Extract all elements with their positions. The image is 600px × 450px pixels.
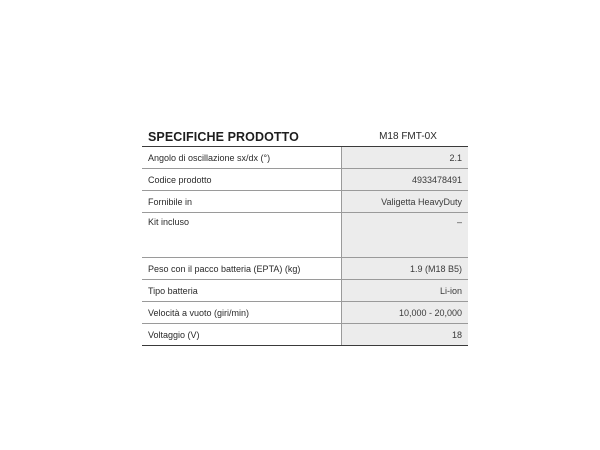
spec-value: 10,000 - 20,000 bbox=[342, 302, 469, 324]
table-row bbox=[142, 191, 468, 213]
spec-sheet bbox=[142, 127, 468, 346]
table-row bbox=[142, 213, 468, 258]
table-row bbox=[142, 302, 468, 324]
spec-value: – bbox=[342, 213, 469, 258]
spec-title: SPECIFICHE PRODOTTO bbox=[148, 129, 299, 144]
spec-header bbox=[142, 127, 468, 147]
spec-value: 2.1 bbox=[342, 147, 469, 169]
table-row bbox=[142, 147, 468, 169]
table-row bbox=[142, 280, 468, 302]
table-row bbox=[142, 169, 468, 191]
spec-value: Valigetta HeavyDuty bbox=[342, 191, 469, 213]
table-row bbox=[142, 258, 468, 280]
spec-table bbox=[142, 147, 468, 346]
spec-value: Li-ion bbox=[342, 280, 469, 302]
spec-label: Kit incluso bbox=[142, 213, 342, 258]
spec-label: Peso con il pacco batteria (EPTA) (kg) bbox=[142, 258, 342, 280]
spec-value: 4933478491 bbox=[342, 169, 469, 191]
spec-value: 18 bbox=[342, 324, 469, 346]
spec-label: Voltaggio (V) bbox=[142, 324, 342, 346]
spec-label: Tipo batteria bbox=[142, 280, 342, 302]
spec-label: Fornibile in bbox=[142, 191, 342, 213]
spec-label: Angolo di oscillazione sx/dx (°) bbox=[142, 147, 342, 169]
spec-label: Velocità a vuoto (giri/min) bbox=[142, 302, 342, 324]
spec-label: Codice prodotto bbox=[142, 169, 342, 191]
table-row bbox=[142, 324, 468, 346]
spec-value: 1.9 (M18 B5) bbox=[342, 258, 469, 280]
spec-model: M18 FMT-0X bbox=[379, 131, 437, 142]
